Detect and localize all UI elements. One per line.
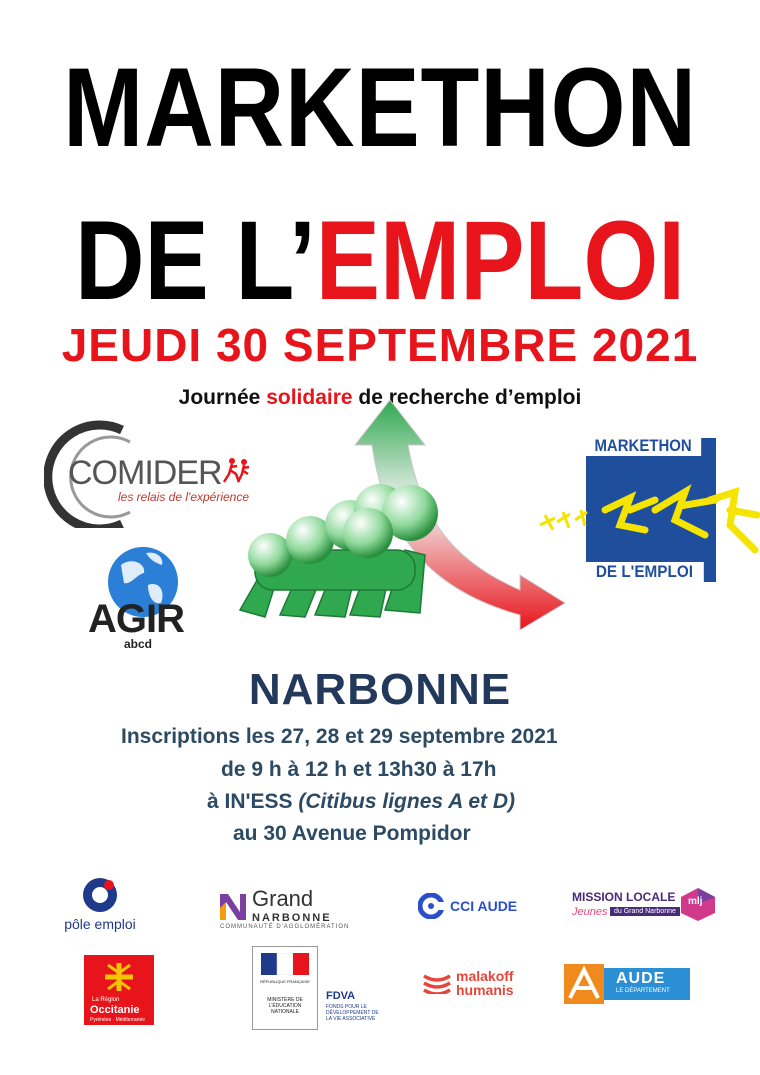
title-de-l: DE L’ — [74, 198, 316, 323]
city: NARBONNE — [248, 665, 512, 714]
fdva-text: FDVA — [326, 990, 356, 1002]
cci-text: CCI AUDE — [450, 898, 518, 914]
grand-narbonne-logo — [218, 888, 348, 934]
mlj-text: mlj — [688, 896, 703, 907]
aude-mark — [564, 964, 604, 1004]
inscription-address: au 30 Avenue Pompidor — [233, 822, 471, 845]
location-name: à IN'ESS — [207, 790, 299, 813]
malakoff-text: malakoff — [456, 968, 514, 984]
occitanie-text: Occitanie — [90, 1004, 140, 1016]
jeunes-text: Jeunes — [572, 906, 608, 918]
badge-top-text: MARKETHON — [585, 436, 701, 456]
fdva-sub-text: FONDS POUR LE DÉVELOPPEMENT DE LA VIE ASSOCIATIVE — [326, 1004, 379, 1022]
comider-name: COMIDER — [68, 454, 222, 492]
n-mark-icon — [218, 890, 248, 922]
agir-name: AGIR — [88, 597, 184, 641]
ministere-text: MINISTÈRE DE L'ÉDUCATION NATIONALE — [267, 997, 303, 1015]
pole-emploi-mark-icon — [80, 876, 120, 914]
title-emploi: EMPLOI — [315, 198, 686, 323]
location-transport: (Citibus lignes A et D) — [298, 790, 515, 813]
tagline-post: de recherche d’emploi — [352, 386, 582, 409]
tagline-pre: Journée — [178, 386, 267, 409]
badge-bottom-text: DE L'EMPLOI — [585, 562, 704, 582]
aude-departement-logo — [564, 964, 692, 1004]
title-markethon: MARKETHON — [63, 45, 697, 170]
agir-sub: abcd — [124, 637, 153, 651]
inscription-hours: de 9 h à 12 h et 13h30 à 17h — [221, 758, 497, 781]
malakoff-waves-icon — [422, 972, 452, 994]
event-date: JEUDI 30 SEPTEMBRE 2021 — [61, 319, 699, 371]
inscription-dates: Inscriptions les 27, 28 et 29 septembre 2021 — [121, 725, 558, 748]
title-de-l-emploi — [53, 198, 707, 323]
region-text: La Région — [92, 997, 120, 1003]
pole-emploi-logo — [55, 876, 145, 936]
mission-locale-logo — [570, 886, 725, 926]
pyrenees-text: Pyrénées · Méditerranée — [90, 1017, 146, 1023]
departement-text: LE DÉPARTEMENT — [616, 988, 670, 994]
comider-sub: les relais de l'expérience — [118, 490, 250, 504]
aude-a-icon — [564, 964, 604, 1004]
cci-mark-icon — [418, 893, 444, 919]
mission-locale-text: MISSION LOCALE — [572, 890, 676, 904]
humanis-text: humanis — [456, 982, 514, 998]
republique-text: RÉPUBLIQUE FRANÇAISE — [260, 979, 310, 984]
malakoff-humanis-logo — [422, 966, 532, 1004]
tagline-red: solidaire — [266, 386, 353, 409]
marianne-flag-icon — [261, 953, 309, 975]
grand-text: Grand — [252, 886, 314, 911]
yellow-runners-icon — [535, 470, 760, 565]
pole-emploi-text: pôle emploi — [64, 916, 136, 932]
aude-label-box — [604, 968, 690, 1000]
agir-logo — [88, 545, 218, 650]
inscription-location — [207, 790, 515, 814]
cci-aude-logo — [418, 893, 528, 921]
grand-narbonne-small: du Grand Narbonne — [610, 907, 680, 916]
aude-text: AUDE — [616, 970, 666, 987]
fdva-logo — [322, 990, 382, 1030]
occitan-cross-icon — [96, 959, 142, 995]
narbonne-text: NARBONNE — [252, 912, 332, 924]
agglo-text: COMMUNAUTÉ D'AGGLOMÉRATION — [220, 924, 350, 930]
region-occitanie-logo — [84, 955, 154, 1025]
ministere-logo — [252, 946, 318, 1030]
